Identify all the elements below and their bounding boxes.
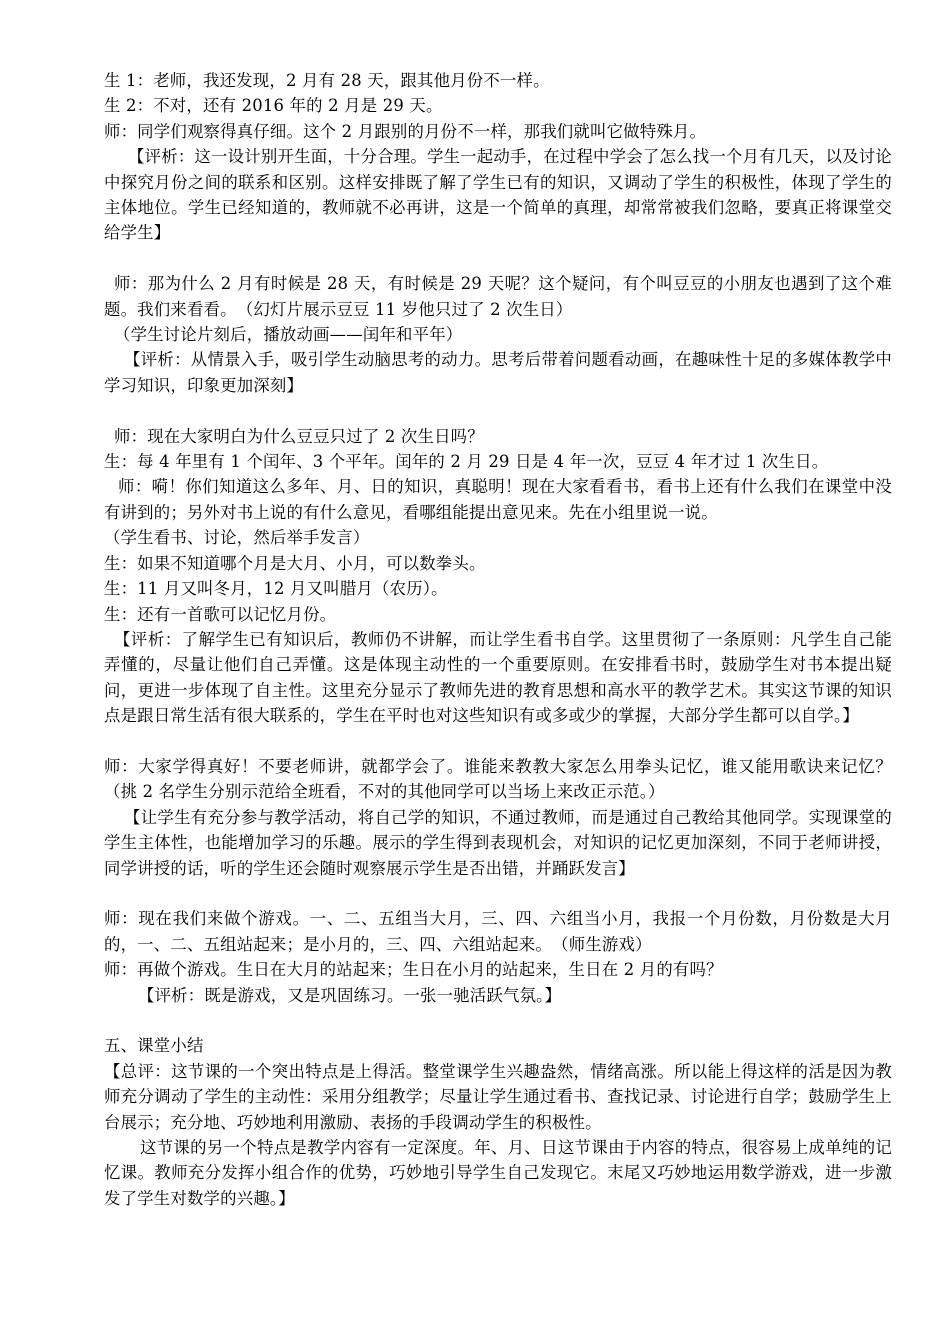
paragraph-teacher-read-book: 师：嗬！你们知道这么多年、月、日的知识，真聪明！现在大家看看书，看书上还有什么我们在课堂中没有讲到的；另外对书上说的有什么意见，看哪组能提出意见来。先在小组里说一说。 — [104, 477, 892, 522]
paragraph-teacher-question: 师：现在大家明白为什么豆豆只过了 2 次生日吗？ — [114, 426, 484, 446]
paragraph-teacher-special-month: 师：同学们观察得真仔细。这个 2 月跟别的月份不一样，那我们就叫它做特殊月。 — [104, 121, 707, 141]
paragraph-reading-note: （学生看书、讨论，然后举手发言） — [104, 528, 370, 548]
paragraph-comment-5: 【评析：既是游戏，又是巩固练习。一张一驰活跃气氛。】 — [138, 985, 562, 1005]
paragraph-comment-3: 【评析：了解学生已有知识后，教师仍不讲解，而让学生看书自学。这里贯彻了一条原则：凡学生自己能弄懂的，尽量让他们自己弄懂。这是体现主动性的一个重要原则。在安排看书时，鼓励学生对书本提出疑问，更进一步体现了自主性。这里充分显示了教师先进的教育思想和高水平的教学艺术。其实这节课的知识点是跟日常生活有很大联系的，学生在平时也对这些知识有或多或少的掌握，大部分学生都可以自学。】 — [104, 629, 892, 726]
paragraph-teacher-game-1: 师：现在我们来做个游戏。一、二、五组当大月，三、四、六组当小月，我报一个月份数，月份数是大月的，一、二、五组站起来；是小月的，三、四、六组站起来。 （师生游戏） — [104, 909, 892, 954]
blank-line — [104, 1008, 892, 1033]
section-heading-summary: 五、课堂小结 — [104, 1036, 204, 1056]
paragraph-student-fist: 生：如果不知道哪个月是大月、小月，可以数拳头。 — [104, 553, 486, 573]
paragraph-student1: 生 1：老师，我还发现，2 月有 28 天，跟其他月份不一样。 — [104, 71, 550, 90]
paragraph-student2: 生 2：不对，还有 2016 年的 2 月是 29 天。 — [104, 96, 443, 116]
paragraph-comment-1: 【评析：这一设计别开生面，十分合理。学生一起动手，在过程中学会了怎么找一个月有几天，以及讨论中探究月份之间的联系和区别。这样安排既了解了学生已有的知识，又调动了学生的积极性，体现了学生的主体地位。学生已经知道的，教师就不必再讲，这是一个简单的真理，却常常被我们忽略，要真正将课堂交给学生】 — [104, 147, 892, 243]
paragraph-teacher-praise: 师：大家学得真好！不要老师讲，就都学会了。谁能来教教大家怎么用拳头记忆，谁又能用歌诀来记忆？（挑 2 名学生分别示范给全班看，不对的其他同学可以当场上来改正示范。） — [104, 756, 892, 802]
paragraph-comment-2: 【评析：从情景入手，吸引学生动脑思考的动力。思考后带着问题看动画，在趣味性十足的多媒体教学中学习知识，印象更加深刻】 — [104, 350, 892, 395]
blank-line — [104, 729, 892, 754]
paragraph-comment-4: 【让学生有充分参与教学活动，将自己学的知识，不通过教师，而是通过自己教给其他同学。实现课堂的学生主体性，也能增加学习的乐趣。展示的学生得到表现机会，对知识的记忆更加深刻，不同于老师讲授，同学讲授的话，听的学生还会随时观察展示学生是否出错，并踊跃发言】 — [104, 807, 892, 878]
document-page — [104, 68, 892, 1211]
paragraph-student-leap-year: 生：每 4 年里有 1 个闰年、3 个平年。闰年的 2 月 29 日是 4 年一次，豆豆 4 年才过 1 次生日。 — [104, 452, 829, 472]
paragraph-summary-2: 这节课的另一个特点是教学内容有一定深度。年、月、日这节课由于内容的特点，很容易上成单纯的记忆课。教师充分发挥小组合作的优势，巧妙地引导学生自己发现它。末尾又巧妙地运用数学游戏，进一步激发了学生对数学的兴趣。】 — [104, 1137, 892, 1208]
paragraph-student-months: 生：11 月又叫冬月，12 月又叫腊月（农历）。 — [104, 579, 448, 599]
blank-line — [104, 398, 892, 423]
paragraph-summary-1: 【总评：这节课的一个突出特点是上得活。整堂课学生兴趣盎然，情绪高涨。所以能上得这样的活是因为教师充分调动了学生的主动性：采用分组教学；尽量让学生通过看书、查找记录、讨论进行自学；鼓励学生上台展示；充分地、巧妙地利用激励、表扬的手段调动学生的积极性。 — [104, 1061, 892, 1132]
paragraph-discussion-note: （学生讨论片刻后，播放动画——闰年和平年） — [114, 325, 463, 345]
blank-line — [104, 246, 892, 271]
blank-line — [104, 881, 892, 906]
paragraph-student-song: 生：还有一首歌可以记忆月份。 — [104, 604, 337, 624]
paragraph-teacher-game-2: 师：再做个游戏。生日在大月的站起来；生日在小月的站起来，生日在 2 月的有吗？ — [104, 960, 723, 980]
paragraph-teacher-doudou: 师：那为什么 2 月有时候是 28 天，有时候是 29 天呢？这个疑问，有个叫豆豆的小朋友也遇到了这个难题。我们来看看。 （幻灯片展示豆豆 11 岁他只过了 2 次生日） — [104, 274, 892, 319]
